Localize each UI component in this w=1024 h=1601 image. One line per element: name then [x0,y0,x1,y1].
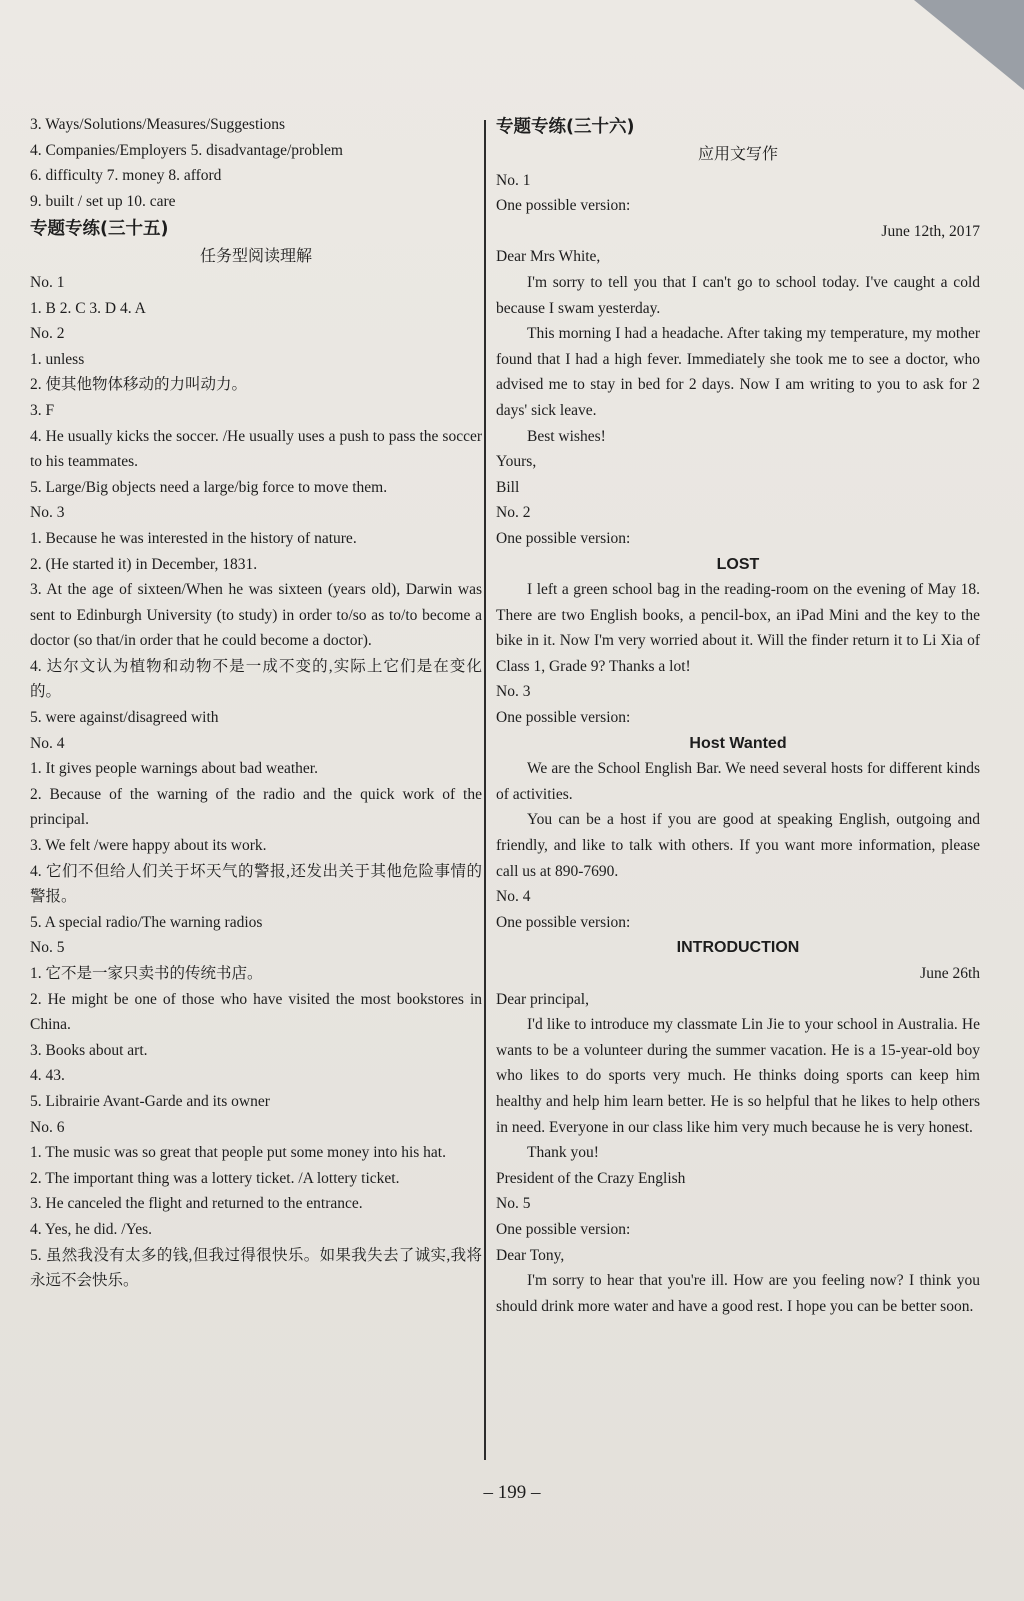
answer-line: 3. He canceled the flight and returned to the entrance. [30,1195,363,1213]
answer-line: 2. Because of the warning of the radio and the quick work of the principal. [30,785,482,829]
question-label: No. 3 [30,504,65,522]
answer-line: 5. Large/Big objects need a large/big force to move them. [30,478,388,496]
answer-line: 3. F [30,401,55,419]
letter-closing: Yours, [496,453,537,471]
answer-line: 4. 达尔文认为植物和动物不是一成不变的,实际上它们是在变化的。 [30,657,482,701]
answer-line: 5. Librairie Avant-Garde and its owner [30,1092,270,1110]
version-label: One possible version: [496,197,631,215]
answer-line: 4. Yes, he did. /Yes. [30,1220,153,1238]
letter-date: June 12th, 2017 [881,222,980,240]
left-column [30,112,482,1294]
answer-line: 9. built / set up 10. care [30,192,176,210]
question-label: No. 5 [496,1195,531,1213]
letter-greeting: Dear principal, [496,990,589,1008]
question-label: No. 3 [496,683,531,701]
notice-paragraph: We are the School English Bar. We need several hosts for different kinds of activities. [496,760,980,803]
column-divider [484,120,486,1460]
letter-paragraph: I'm sorry to hear that you're ill. How are you feeling now? I think you should drink more water and have a good rest. I hope you can be better soon. [496,1272,980,1315]
answer-line: 2. The important thing was a lottery ticket. /A lottery ticket. [30,1169,400,1187]
answer-line: 1. B 2. C 3. D 4. A [30,299,146,317]
answer-line: 3. Books about art. [30,1041,148,1059]
letter-paragraph: Thank you! [527,1144,599,1162]
letter-greeting: Dear Tony, [496,1246,565,1264]
answer-line: 3. At the age of sixteen/When he was sixteen (years old), Darwin was sent to Edinburgh University (to study) in order to/so as to/to become a doctor (so that/in order that he could become a doctor). [30,581,482,650]
question-label: No. 2 [30,325,65,343]
question-label: No. 2 [496,504,531,522]
question-label: No. 4 [496,888,531,906]
version-label: One possible version: [496,529,631,547]
notice-paragraph: I left a green school bag in the reading-room on the evening of May 18. There are two English books, a pencil-box, an iPad Mini and the key to the bike in it. Now I'm very worried about it. Will the finder return it to Li Xia of Class 1, Grade 9? Thanks a lot! [496,581,980,675]
version-label: One possible version: [496,709,631,727]
notice-title: LOST [716,555,760,573]
section-subtitle-35: 任务型阅读理解 [199,248,312,266]
letter-date: June 26th [920,965,980,982]
notice-title: Host Wanted [689,734,787,752]
version-label: One possible version: [496,913,631,931]
answer-line: 5. 虽然我没有太多的钱,但我过得很快乐。如果我失去了诚实,我将永远不会快乐。 [30,1246,482,1290]
question-label: No. 1 [30,273,65,291]
letter-paragraph: I'm sorry to tell you that I can't go to school today. I've caught a cold because I swam yesterday. [496,273,980,317]
answer-line: 5. were against/disagreed with [30,709,219,727]
folded-corner [914,0,1024,90]
answer-line: 4. 43. [30,1067,65,1085]
answer-line: 6. difficulty 7. money 8. afford [30,167,222,185]
right-column [496,112,980,1319]
notice-paragraph: You can be a host if you are good at speaking English, outgoing and friendly, and like to talk with others. If you want more information, please call us at 890-7690. [496,811,980,880]
answer-line: 3. Ways/Solutions/Measures/Suggestions [30,116,286,133]
answer-line: 4. He usually kicks the soccer. /He usually uses a push to pass the soccer to his teammates. [30,427,482,471]
section-title-36: 专题专练(三十六) [496,117,635,137]
answer-line: 1. Because he was interested in the history of nature. [30,529,357,547]
notice-title: INTRODUCTION [676,939,800,957]
answer-line: 2. (He started it) in December, 1831. [30,555,258,573]
letter-signature: Bill [496,478,520,496]
letter-paragraph: I'd like to introduce my classmate Lin Jie to your school in Australia. He wants to be a volunteer during the summer vacation. He is a 15-year-old boy who likes to do sports very much. He thinks doing sports can keep him healthy and help him learn better. He is so helpful that he likes to help others in need. Everyone in our class like him very much because he is very honest. [496,1016,980,1136]
version-label: One possible version: [496,1220,631,1238]
answer-line: 4. 它们不但给人们关于坏天气的警报,还发出关于其他危险事情的警报。 [30,862,482,906]
question-label: No. 1 [496,171,531,189]
question-label: No. 4 [30,734,65,752]
letter-signature: President of the Crazy English [496,1169,686,1187]
letter-paragraph: Best wishes! [527,427,606,445]
answer-line: 3. We felt /were happy about its work. [30,837,267,855]
answer-line: 1. unless [30,350,85,368]
answer-line: 2. 使其他物体移动的力叫动力。 [30,376,248,394]
section-subtitle-36: 应用文写作 [697,146,778,163]
page-number: – 199 – [483,1482,541,1503]
answer-line: 1. 它不是一家只卖书的传统书店。 [30,965,263,982]
question-label: No. 6 [30,1118,65,1136]
letter-paragraph: This morning I had a headache. After taking my temperature, my mother found that I had a high fever. Immediately she took me to see a doctor, who advised me to stay in bed for 2 days. Now I am writing to you to ask for 2 days' sick leave. [496,325,980,419]
letter-greeting: Dear Mrs White, [496,248,601,266]
answer-line: 4. Companies/Employers 5. disadvantage/problem [30,141,343,159]
question-label: No. 5 [30,939,65,957]
answer-line: 1. It gives people warnings about bad weather. [30,760,318,778]
answer-line: 1. The music was so great that people put some money into his hat. [30,1144,446,1162]
answer-line: 2. He might be one of those who have visited the most bookstores in China. [30,990,482,1034]
answer-line: 5. A special radio/The warning radios [30,913,263,931]
section-title-35: 专题专练(三十五) [30,219,169,240]
